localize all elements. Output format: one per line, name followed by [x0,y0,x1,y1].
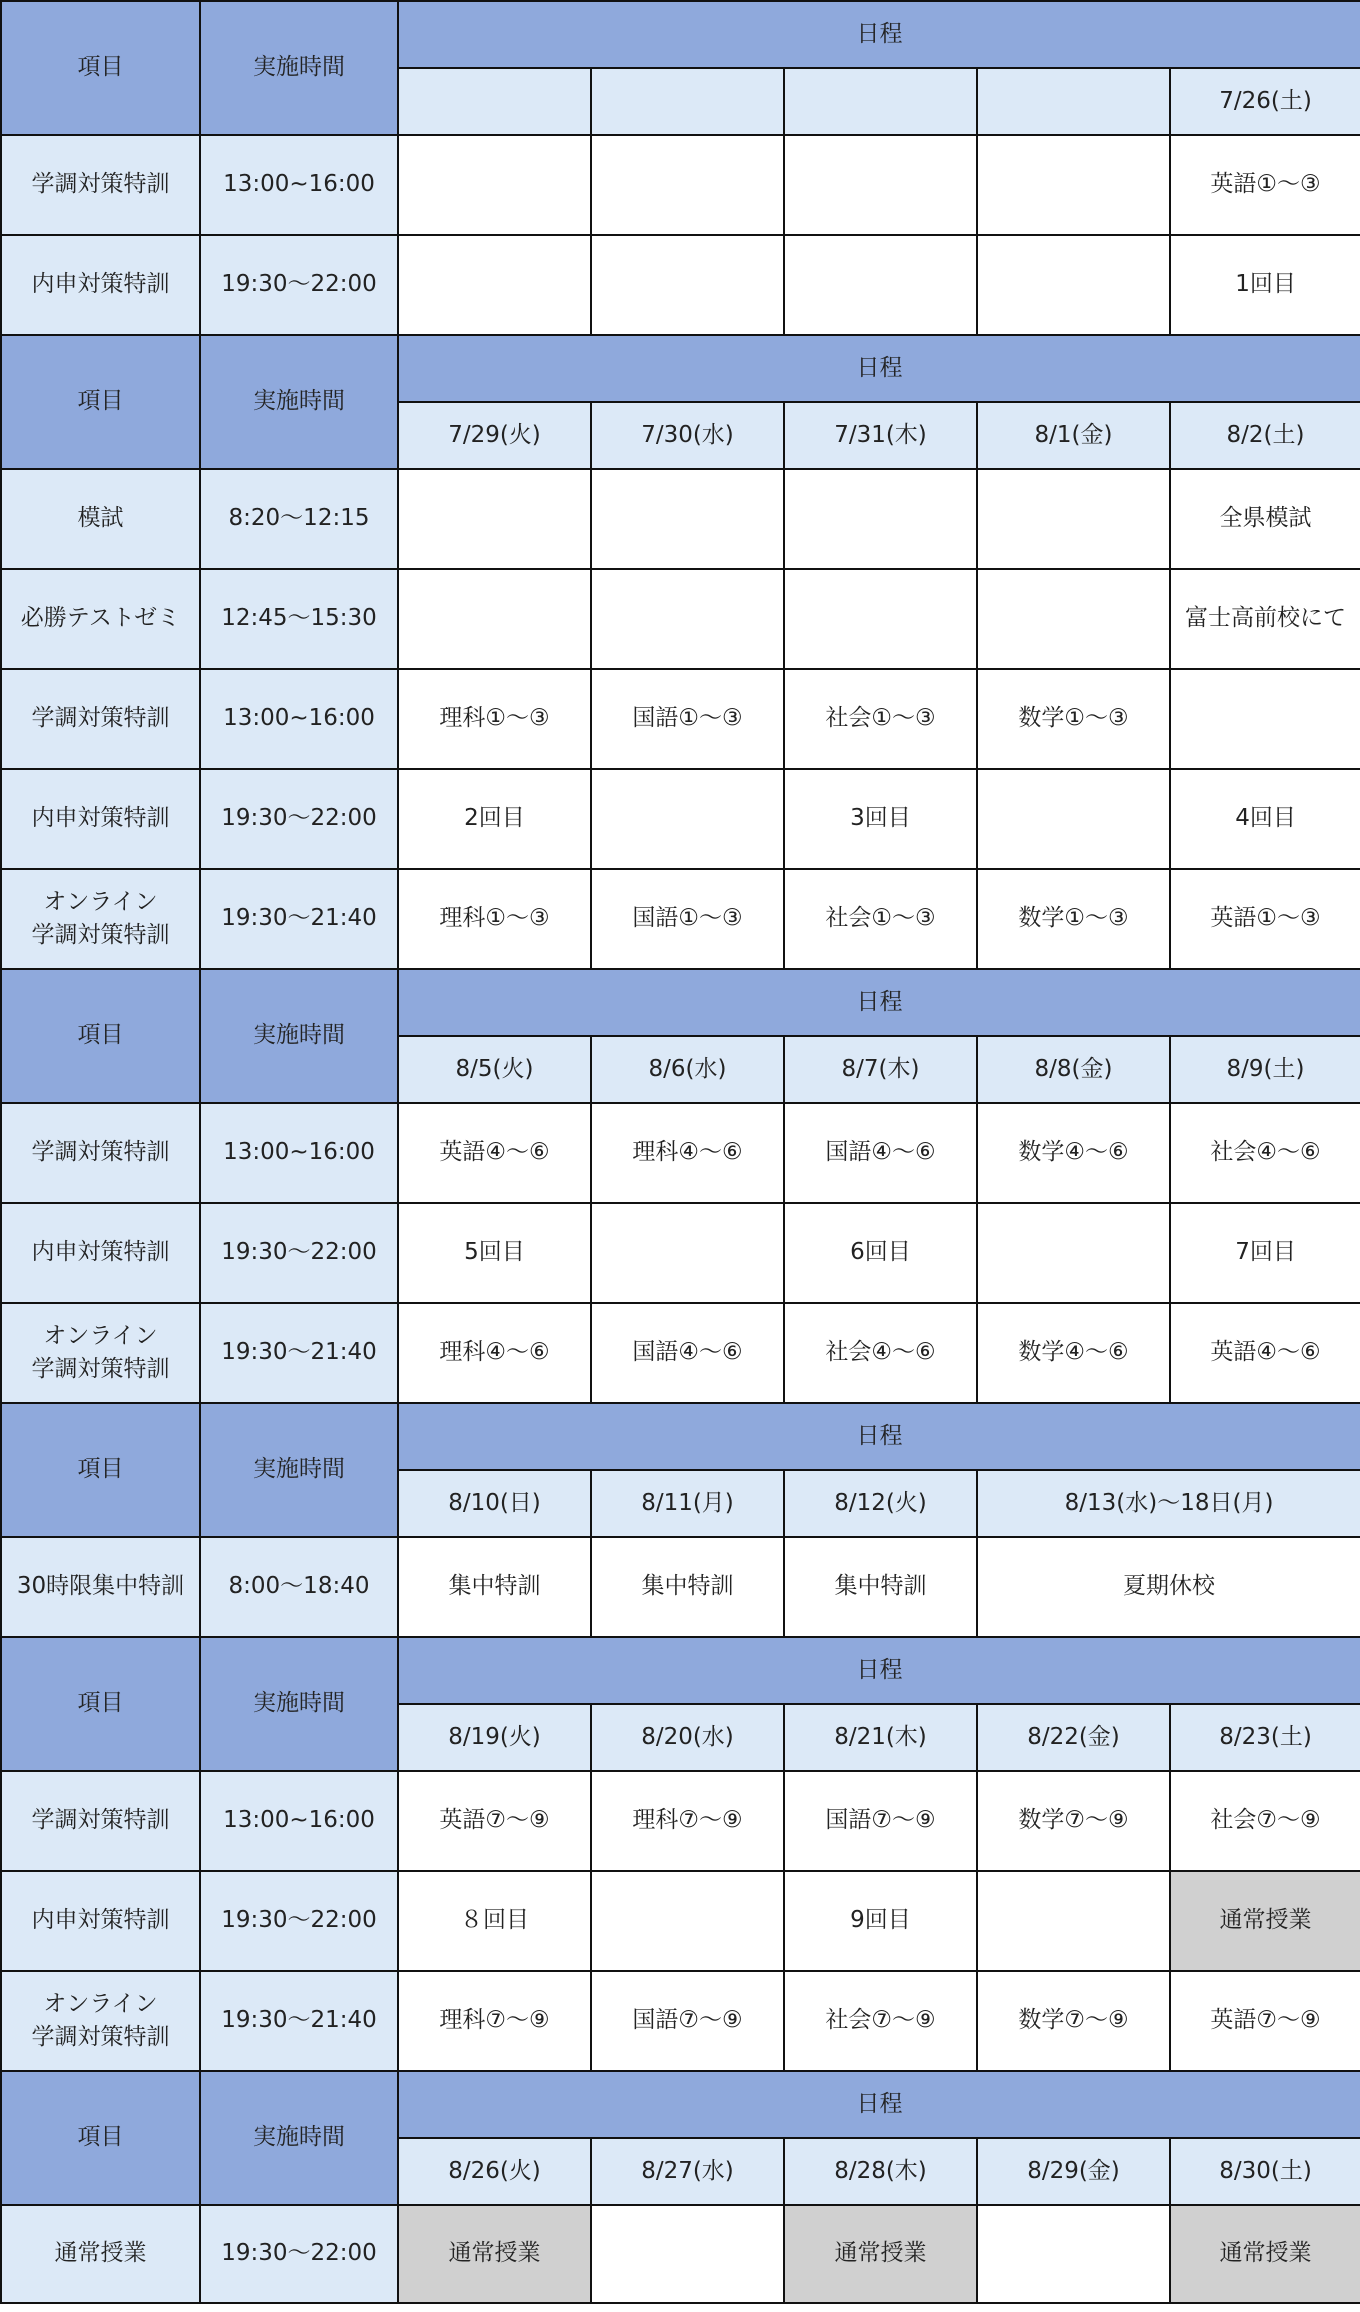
schedule-header: 日程 [398,1403,1360,1470]
date-cell: 8/6(水) [591,1036,784,1103]
row-label: 必勝テストゼミ [1,569,200,669]
row-time: 19:30～22:00 [200,1203,398,1303]
schedule-cell [591,2205,784,2303]
schedule-cell: 国語①～③ [591,669,784,769]
schedule-cell: 富士高前校にて [1170,569,1360,669]
schedule-header: 日程 [398,2071,1360,2138]
schedule-header: 日程 [398,335,1360,402]
table-row [1,1203,1360,1303]
block-1-header-row [1,1,1360,68]
row-label: 学調対策特訓 [1,1771,200,1871]
table-row [1,2205,1360,2303]
time-header: 実施時間 [200,335,398,469]
schedule-cell: 全県模試 [1170,469,1360,569]
item-header: 項目 [1,335,200,469]
row-time: 8:00～18:40 [200,1537,398,1637]
schedule-cell: 英語⑦～⑨ [1170,1971,1360,2071]
schedule-cell [977,2205,1170,2303]
date-cell: 8/22(金) [977,1704,1170,1771]
table-row [1,569,1360,669]
row-time: 19:30～21:40 [200,1303,398,1403]
schedule-cell: 数学⑦～⑨ [977,1971,1170,2071]
table-row [1,1971,1360,2071]
schedule-cell: 英語①～③ [1170,869,1360,969]
row-label-line: オンライン [43,1990,158,2017]
row-label: 内申対策特訓 [1,235,200,335]
date-cell: 8/11(月) [591,1470,784,1537]
schedule-cell: 夏期休校 [977,1537,1360,1637]
table-row [1,669,1360,769]
schedule-cell: 社会④～⑥ [784,1303,977,1403]
schedule-cell: 9回目 [784,1871,977,1971]
block-2-header-row [1,335,1360,402]
schedule-cell: 5回目 [398,1203,591,1303]
schedule-cell [977,235,1170,335]
time-header: 実施時間 [200,1403,398,1537]
row-time: 19:30～22:00 [200,2205,398,2303]
row-time: 13:00~16:00 [200,1103,398,1203]
schedule-cell: 英語④～⑥ [398,1103,591,1203]
schedule-cell-regular-class: 通常授業 [1170,2205,1360,2303]
schedule-cell: 4回目 [1170,769,1360,869]
date-cell: 8/23(土) [1170,1704,1360,1771]
row-time: 19:30～21:40 [200,869,398,969]
schedule-cell-regular-class: 通常授業 [784,2205,977,2303]
row-label-line: オンライン [43,888,158,915]
schedule-cell: 社会①～③ [784,869,977,969]
schedule-cell [591,1871,784,1971]
table-row [1,869,1360,969]
row-time: 19:30～22:00 [200,1871,398,1971]
row-label [1,1971,200,2071]
schedule-cell [977,769,1170,869]
schedule-cell: 英語⑦～⑨ [398,1771,591,1871]
date-cell [398,68,591,135]
block-3-header-row [1,969,1360,1036]
block-4-header-row [1,1403,1360,1470]
schedule-cell [591,469,784,569]
table-row [1,1871,1360,1971]
item-header: 項目 [1,969,200,1103]
schedule-cell: 英語④～⑥ [1170,1303,1360,1403]
row-time: 13:00~16:00 [200,669,398,769]
item-header: 項目 [1,1,200,135]
schedule-cell [977,1203,1170,1303]
table-row [1,135,1360,235]
schedule-cell [977,1871,1170,1971]
schedule-cell [977,469,1170,569]
row-time: 19:30～22:00 [200,769,398,869]
date-cell [591,68,784,135]
schedule-cell: 2回目 [398,769,591,869]
schedule-cell: 1回目 [1170,235,1360,335]
schedule-header: 日程 [398,1637,1360,1704]
time-header: 実施時間 [200,969,398,1103]
row-label: 模試 [1,469,200,569]
schedule-cell: 国語①～③ [591,869,784,969]
schedule-cell [398,469,591,569]
row-label: 学調対策特訓 [1,1103,200,1203]
schedule-cell: 数学⑦～⑨ [977,1771,1170,1871]
schedule-cell [398,569,591,669]
schedule-cell-regular-class: 通常授業 [398,2205,591,2303]
row-label: 内申対策特訓 [1,769,200,869]
schedule-cell: 集中特訓 [398,1537,591,1637]
row-time: 19:30～21:40 [200,1971,398,2071]
schedule-cell: 集中特訓 [784,1537,977,1637]
row-time: 19:30～22:00 [200,235,398,335]
schedule-cell: 6回目 [784,1203,977,1303]
item-header: 項目 [1,1637,200,1771]
date-cell: 8/21(木) [784,1704,977,1771]
row-time: 13:00~16:00 [200,135,398,235]
row-label-line: 学調対策特訓 [31,2024,170,2050]
row-label-line: オンライン [43,1322,158,1349]
block-6-header-row [1,2071,1360,2138]
date-cell: 7/26(土) [1170,68,1360,135]
date-cell: 8/9(土) [1170,1036,1360,1103]
schedule-cell: 集中特訓 [591,1537,784,1637]
schedule-cell [784,235,977,335]
date-cell: 8/10(日) [398,1470,591,1537]
time-header: 実施時間 [200,1,398,135]
date-cell [977,68,1170,135]
schedule-cell [398,235,591,335]
schedule-cell: 数学①～③ [977,869,1170,969]
time-header: 実施時間 [200,1637,398,1771]
schedule-cell: 理科④～⑥ [398,1303,591,1403]
schedule-cell: 社会④～⑥ [1170,1103,1360,1203]
row-label: 30時限集中特訓 [1,1537,200,1637]
block-5-header-row [1,1637,1360,1704]
row-label-line: 学調対策特訓 [31,1356,170,1382]
date-cell: 8/2(土) [1170,402,1360,469]
table-row [1,1771,1360,1871]
item-header: 項目 [1,2071,200,2205]
schedule-cell: 国語④～⑥ [784,1103,977,1203]
item-header: 項目 [1,1403,200,1537]
date-cell: 8/12(火) [784,1470,977,1537]
schedule-cell [591,569,784,669]
schedule-cell: 国語⑦～⑨ [591,1971,784,2071]
schedule-cell: 理科①～③ [398,869,591,969]
schedule-cell: 理科⑦～⑨ [398,1971,591,2071]
date-cell: 8/1(金) [977,402,1170,469]
row-label: 学調対策特訓 [1,669,200,769]
date-cell: 8/5(火) [398,1036,591,1103]
date-cell: 8/7(木) [784,1036,977,1103]
table-row [1,769,1360,869]
date-cell: 8/27(水) [591,2138,784,2205]
schedule-cell [591,1203,784,1303]
schedule-cell: ８回目 [398,1871,591,1971]
schedule-cell: 国語④～⑥ [591,1303,784,1403]
time-header: 実施時間 [200,2071,398,2205]
date-cell: 7/31(木) [784,402,977,469]
schedule-cell: 3回目 [784,769,977,869]
date-cell: 8/8(金) [977,1036,1170,1103]
schedule-cell: 社会⑦～⑨ [1170,1771,1360,1871]
row-label [1,869,200,969]
schedule-cell: 社会⑦～⑨ [784,1971,977,2071]
date-cell: 7/30(水) [591,402,784,469]
schedule-cell: 英語①～③ [1170,135,1360,235]
row-time: 13:00~16:00 [200,1771,398,1871]
row-time: 12:45～15:30 [200,569,398,669]
schedule-cell: 理科④～⑥ [591,1103,784,1203]
schedule-cell: 理科①～③ [398,669,591,769]
table-row [1,1303,1360,1403]
row-label: 学調対策特訓 [1,135,200,235]
date-cell: 8/29(金) [977,2138,1170,2205]
date-cell [784,68,977,135]
table-row [1,1103,1360,1203]
schedule-cell [977,569,1170,669]
schedule-cell [398,135,591,235]
schedule-cell [591,235,784,335]
schedule-cell: 理科⑦～⑨ [591,1771,784,1871]
date-cell: 8/26(火) [398,2138,591,2205]
schedule-cell-regular-class: 通常授業 [1170,1871,1360,1971]
row-label: 通常授業 [1,2205,200,2303]
schedule-cell [977,135,1170,235]
schedule-cell: 数学④～⑥ [977,1103,1170,1203]
date-cell: 8/19(火) [398,1704,591,1771]
schedule-cell: 社会①～③ [784,669,977,769]
schedule-cell [784,469,977,569]
date-cell: 7/29(火) [398,402,591,469]
schedule-cell: 7回目 [1170,1203,1360,1303]
date-cell: 8/28(木) [784,2138,977,2205]
schedule-cell [784,569,977,669]
table-row [1,469,1360,569]
schedule-cell: 数学①～③ [977,669,1170,769]
schedule-header: 日程 [398,969,1360,1036]
schedule-cell [591,135,784,235]
schedule-cell [591,769,784,869]
row-label: 内申対策特訓 [1,1871,200,1971]
schedule-cell [784,135,977,235]
schedule-cell: 国語⑦～⑨ [784,1771,977,1871]
row-label [1,1303,200,1403]
row-time: 8:20～12:15 [200,469,398,569]
row-label: 内申対策特訓 [1,1203,200,1303]
date-cell: 8/30(土) [1170,2138,1360,2205]
schedule-cell: 数学④～⑥ [977,1303,1170,1403]
row-label-line: 学調対策特訓 [31,922,170,948]
table-row [1,1537,1360,1637]
date-cell: 8/20(水) [591,1704,784,1771]
schedule-cell [1170,669,1360,769]
date-cell: 8/13(水)～18日(月) [977,1470,1360,1537]
schedule-header: 日程 [398,1,1360,68]
table-row [1,235,1360,335]
